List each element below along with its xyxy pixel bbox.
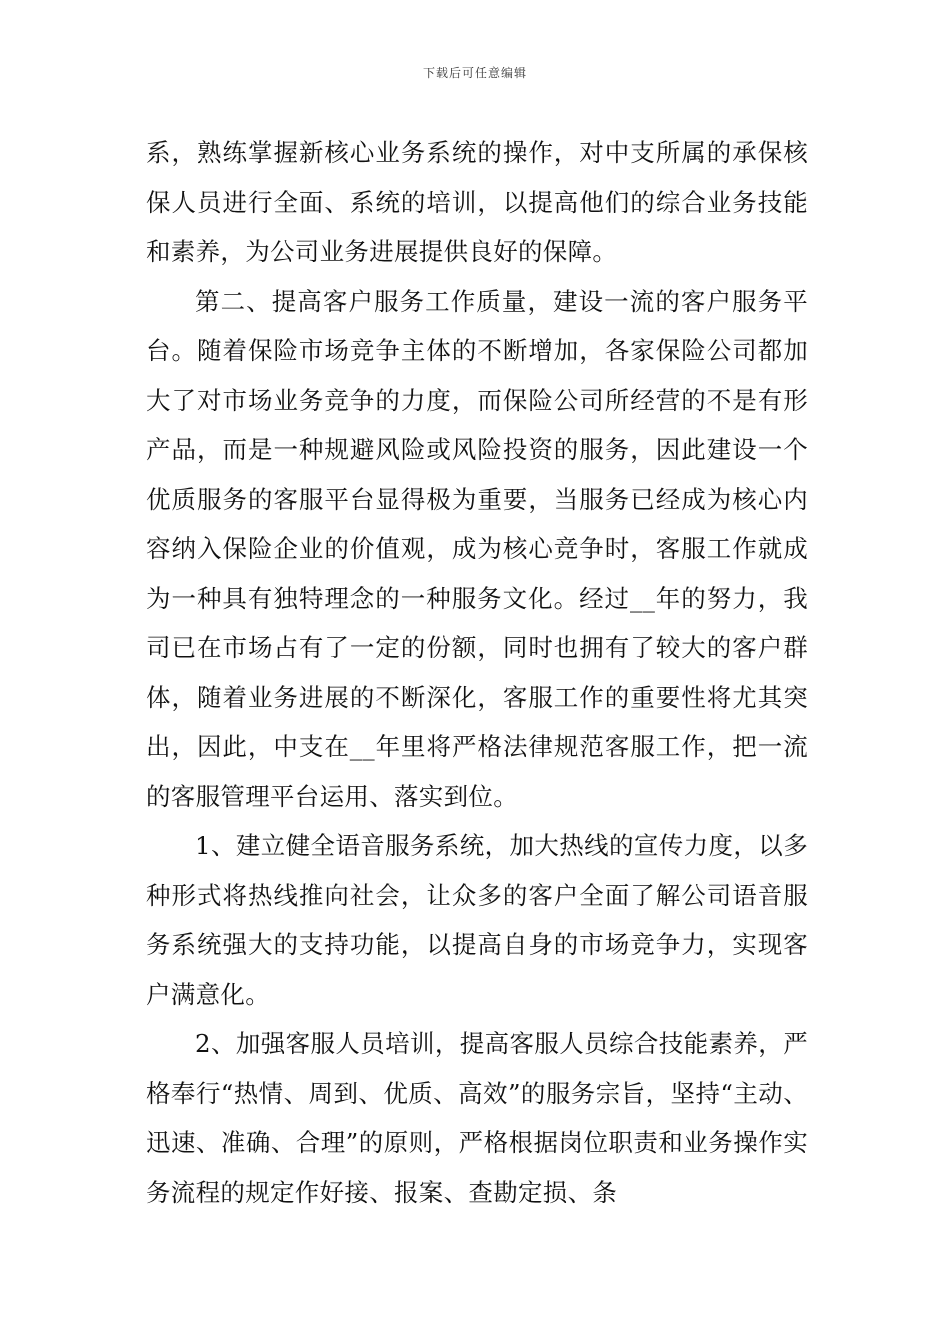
paragraph-item-two: 2、加强客服人员培训，提高客服人员综合技能素养，严格奉行“热情、周到、优质、高效”的服务宗旨，坚持“主动、迅速、准确、合理”的原则，严格根据岗位职责和业务操作实务流程的规定作好接、报案、查勘定损、条 (146, 1029, 808, 1207)
paragraph-continuation: 系，熟练掌握新核心业务系统的操作，对中支所属的承保核保人员进行全面、系统的培训，以提高他们的综合业务技能和素养，为公司业务进展提供良好的保障。 (146, 138, 808, 266)
paragraph-section-two: 第二、提高客户服务工作质量，建设一流的客户服务平台。随着保险市场竞争主体的不断增加，各家保险公司都加大了对市场业务竞争的力度，而保险公司所经营的不是有形产品，而是一种规避风险或风险投资的服务，因此建设一个优质服务的客服平台显得极为重要，当服务已经成为核心内容纳入保险企业的价值观，成为核心竞争时，客服工作就成为一种具有独特理念的一种服务文化。经过__年的努力，我司已在市场占有了一定的份额，同时也拥有了较大的客户群体，随着业务进展的不断深化，客服工作的重要性将尤其突出，因此，中支在__年里将严格法律规范客服工作，把一流的客服管理平台运用、落实到位。 (146, 286, 808, 811)
paragraph-item-one: 1、建立健全语音服务系统，加大热线的宣传力度，以多种形式将热线推向社会，让众多的客户全面了解公司语音服务系统强大的支持功能，以提高自身的市场竞争力，实现客户满意化。 (146, 831, 808, 1009)
document-body (146, 128, 808, 1217)
page-header-note: 下载后可任意编辑 (422, 66, 527, 80)
